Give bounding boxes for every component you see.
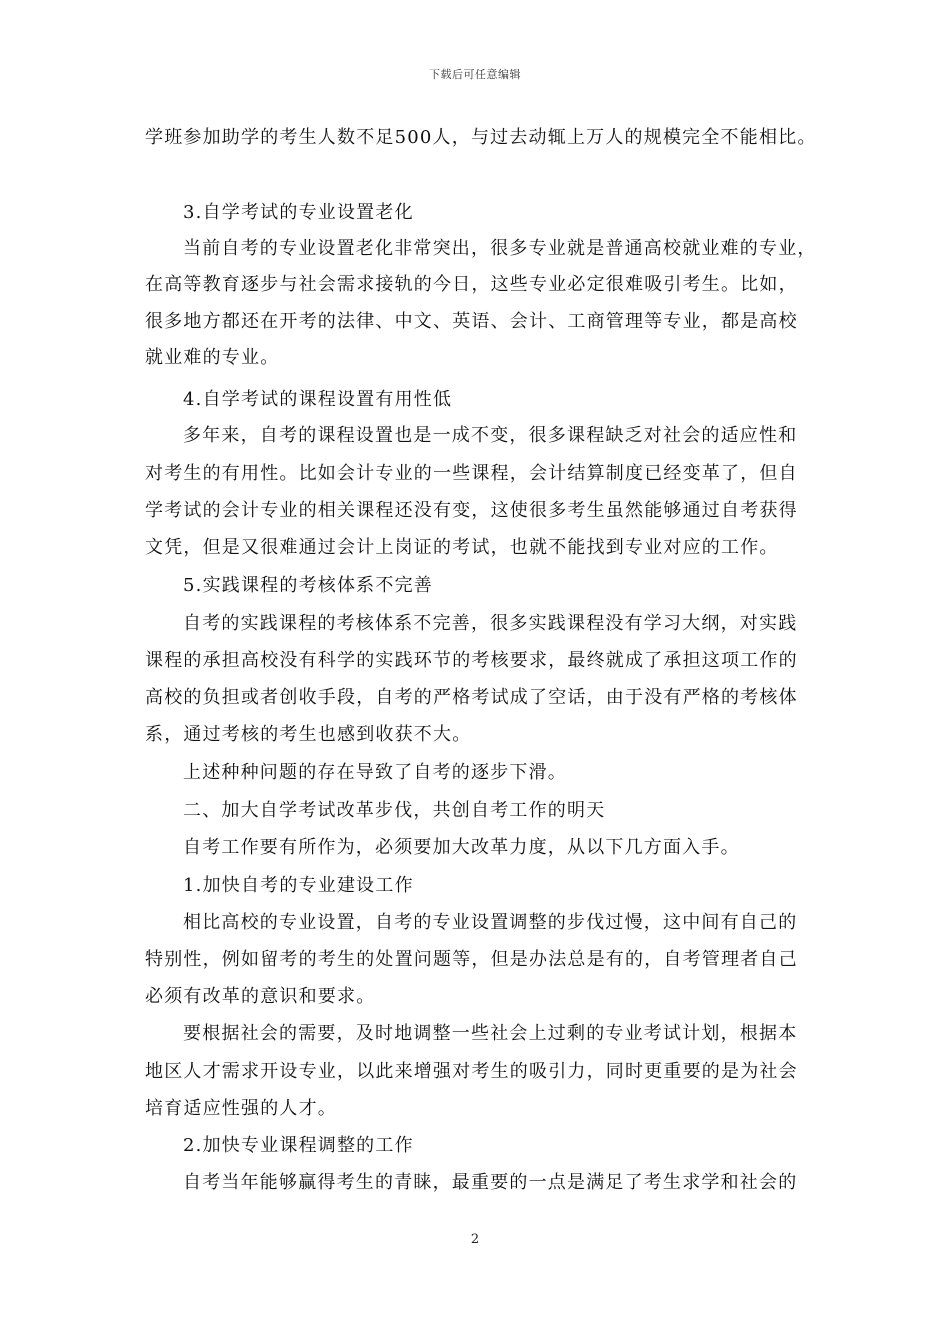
section-heading: 4.自学考试的课程设置有用性低 (183, 389, 453, 410)
text-line: 要根据社会的需要，及时地调整一些社会上过剩的专业考试计划，根据本 (183, 1023, 798, 1044)
section-heading: 1.加快自考的专业建设工作 (183, 875, 414, 896)
text-line: 培育适应性强的人才。 (145, 1098, 337, 1119)
text-line: 当前自考的专业设置老化非常突出，很多专业就是普通高校就业难的专业， (183, 238, 817, 259)
section-heading: 2.加快专业课程调整的工作 (183, 1135, 414, 1156)
section-heading: 二、加大自学考试改革步伐，共创自考工作的明天 (183, 800, 606, 821)
text-line: 很多地方都还在开考的法律、中文、英语、会计、工商管理等专业，都是高校 (145, 311, 798, 332)
text-line: 学班参加助学的考生人数不足500人，与过去动辄上万人的规模完全不能相比。 (145, 127, 817, 148)
text-line: 上述种种问题的存在导致了自考的逐步下滑。 (183, 762, 567, 783)
text-line: 课程的承担高校没有科学的实践环节的考核要求，最终就成了承担这项工作的 (145, 650, 798, 671)
text-line: 必须有改革的意识和要求。 (145, 986, 376, 1007)
page-number: 2 (470, 1232, 480, 1247)
page-header: 下载后可任意编辑 (429, 68, 521, 81)
text-line: 地区人才需求开设专业，以此来增强对考生的吸引力，同时更重要的是为社会 (145, 1061, 798, 1082)
section-heading: 5.实践课程的考核体系不完善 (183, 575, 433, 596)
text-line: 高校的负担或者创收手段，自考的严格考试成了空话，由于没有严格的考核体 (145, 687, 798, 708)
text-line: 文凭，但是又很难通过会计上岗证的考试，也就不能找到专业对应的工作。 (145, 537, 779, 558)
text-line: 在高等教育逐步与社会需求接轨的今日，这些专业必定很难吸引考生。比如， (145, 274, 798, 295)
text-line: 对考生的有用性。比如会计专业的一些课程，会计结算制度已经变革了，但自 (145, 463, 798, 484)
text-line: 自考工作要有所作为，必须要加大改革力度，从以下几方面入手。 (183, 837, 740, 858)
text-line: 自考的实践课程的考核体系不完善，很多实践课程没有学习大纲，对实践 (183, 613, 798, 634)
section-heading: 3.自学考试的专业设置老化 (183, 202, 414, 223)
text-line: 特别性，例如留考的考生的处置问题等，但是办法总是有的，自考管理者自己 (145, 949, 798, 970)
text-line: 自考当年能够赢得考生的青睐，最重要的一点是满足了考生求学和社会的 (183, 1172, 798, 1193)
text-line: 学考试的会计专业的相关课程还没有变，这使很多考生虽然能够通过自考获得 (145, 500, 798, 521)
text-line: 多年来，自考的课程设置也是一成不变，很多课程缺乏对社会的适应性和 (183, 425, 798, 446)
text-line: 相比高校的专业设置，自考的专业设置调整的步伐过慢，这中间有自己的 (183, 912, 798, 933)
text-line: 系，通过考核的考生也感到收获不大。 (145, 724, 472, 745)
text-line: 就业难的专业。 (145, 347, 280, 368)
